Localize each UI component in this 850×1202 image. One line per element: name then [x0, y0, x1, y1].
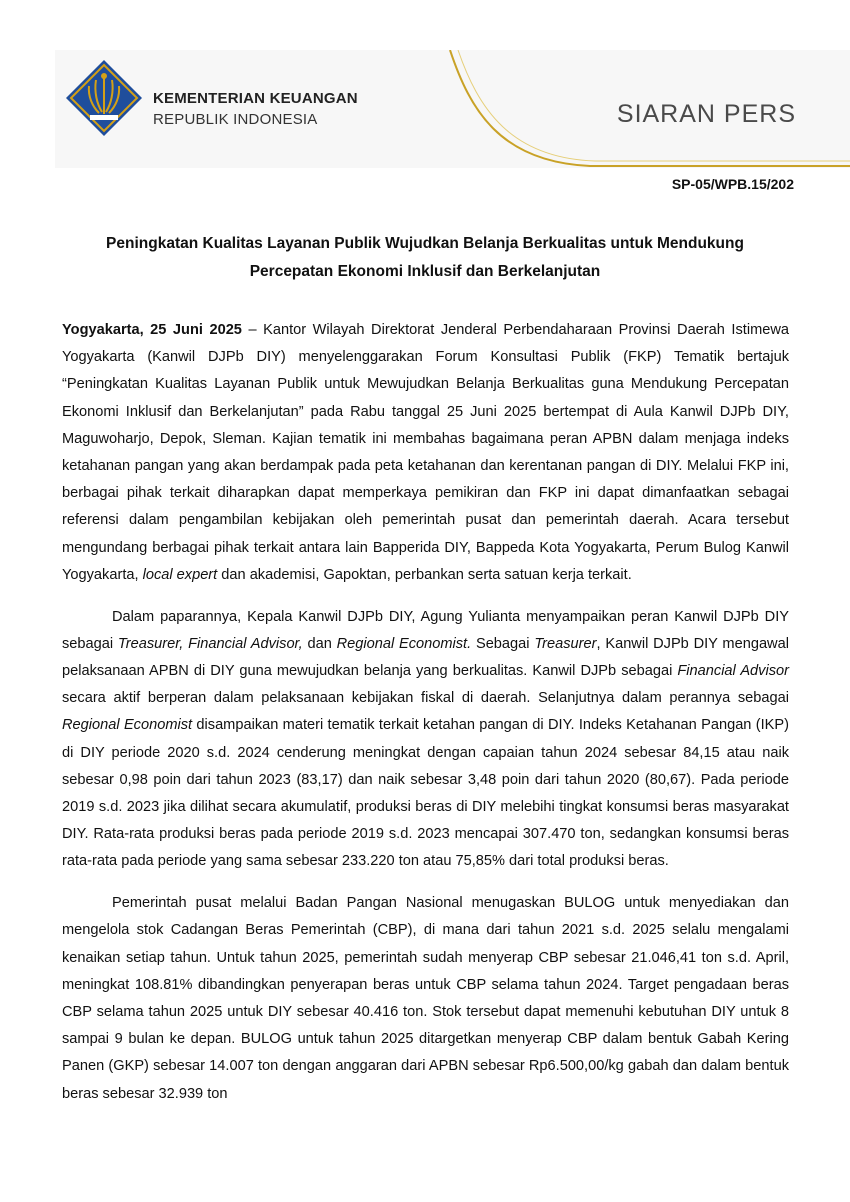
paragraph-1-text-end: dan akademisi, Gapoktan, perbankan serta satuan kerja terkait.: [217, 566, 632, 583]
paragraph-3: Pemerintah pusat melalui Badan Pangan Nasional menugaskan BULOG untuk menyediakan dan mengelola stok Cadangan Beras Pemerintah (CBP), di mana dari tahun 2021 s.d. 2025 selalu mengalami kenaikan setiap tahun. Untuk tahun 2025, pemerintah sudah menyerap CBP sebesar 21.046,41 ton s.d. April, meningkat 108.81% dibandingkan penyerapan beras untuk CBP selama tahun 2024. Target pengadaan beras CBP selama tahun 2025 untuk DIY sebesar 40.416 ton. Stok tersebut dapat memenuhi kebutuhan DIY untuk 8 sampai 9 bulan ke depan. BULOG untuk tahun 2025 ditargetkan menyerap CBP dalam bentuk Gabah Kering Panen (GKP) sebesar 14.007 ton dengan anggaran dari APBN sebesar Rp6.500,00/kg gabah dan dalam bentuk beras sebesar 32.939 ton: [62, 895, 789, 1102]
p2-text: disampaikan materi tematik terkait ketahan pangan di DIY. Indeks Ketahanan Pangan (IKP) di DIY periode 2020 s.d. 2024 cenderung meningkat dengan capaian tahun 2024 sebesar 84,15 atau naik sebesar 0,98 poin dari tahun 2023 (83,17) dan naik sebesar 3,48 poin dari tahun 2020 (80,67). Pada periode 2019 s.d. 2023 jika dilihat secara akumulatif, produksi beras di DIY melebihi tingkat konsumsi beras masyarakat DIY. Rata-rata produksi beras pada periode 2019 s.d. 2023 mencapai 307.470 ton, sedangkan konsumsi beras rata-rata pada periode yang sama sebesar 233.220 ton atau 75,85% dari total produksi beras.: [62, 717, 790, 870]
paragraph-1-text: – Kantor Wilayah Direktorat Jenderal Perbendaharaan Provinsi Daerah Istimewa Yogyakarta (Kanwil DJPb DIY) menyelenggarakan Forum Konsultasi Publik (FKP) Tematik bertajuk “Peningkatan Kualitas Layanan Publik untuk Mewujudkan Belanja Berkualitas guna Mendukung Percepatan Ekonomi Inklusif dan Berkelanjutan” pada Rabu tanggal 25 Juni 2025 bertempat di Aula Kanwil DJPb DIY, Maguwoharjo, Depok, Sleman. Kajian tematik ini membahas bagaimana peran APBN dalam menjaga indeks ketahanan pangan yang akan berdampak pada peta ketahanan dan kerentanan pangan di DIY. Melalui FKP ini, berbagai pihak terkait diharapkan dapat memperkaya pemikiran dan FKP ini dapat dimanfaatkan sebagai referensi dalam pengambilan kebijakan oleh pemerintah pusat dan pemerintah daerah. Acara tersebut mengundang berbagai pihak terkait antara lain Bapperida DIY, Bappeda Kota Yogyakarta, Perum Bulog Kanwil Yogyakarta,: [62, 322, 789, 583]
paragraph-1-italic: local expert: [142, 566, 218, 583]
dateline: Yogyakarta, 25 Juni 2025: [62, 322, 242, 338]
doc-type-label: SIARAN PERS: [616, 100, 796, 128]
p2-text: secara aktif berperan dalam pelaksanaan kebijakan fiskal di daerah. Selanjutnya dalam perannya sebagai: [62, 690, 789, 707]
p2-italic: Regional Economist.: [336, 635, 472, 652]
title-line2: Percepatan Ekonomi Inklusif dan Berkelanjutan: [249, 263, 601, 280]
kemenkeu-logo-icon: [64, 58, 144, 138]
document-number: SP-05/WPB.15/202: [671, 176, 794, 192]
press-release-title: [62, 230, 788, 286]
paragraph-1: [62, 317, 789, 589]
ministry-name: [153, 88, 358, 130]
p2-italic: Regional Economist: [62, 717, 193, 734]
ministry-line1: KEMENTERIAN KEUANGAN: [153, 90, 358, 107]
paragraph-2: [62, 604, 789, 876]
p2-text: Sebagai: [471, 635, 535, 652]
p2-text: Dalam paparannya, Kepala Kanwil DJPb DIY, Agung Yulianta menyampaikan peran Kanwil DJPb DIY sebagai: [62, 608, 789, 652]
p2-italic: Financial Advisor: [677, 663, 789, 680]
ministry-line2: REPUBLIK INDONESIA: [153, 111, 318, 128]
p2-text: dan: [302, 635, 337, 652]
p2-text: , Kanwil DJPb DIY mengawal pelaksanaan APBN di DIY guna mewujudkan belanja yang berkualitas. Kanwil DJPb sebagai: [62, 635, 789, 680]
p2-italic: Treasurer, Financial Advisor,: [117, 635, 303, 652]
article-body: [62, 317, 789, 1122]
p2-italic: Treasurer: [534, 635, 597, 652]
title-line1: Peningkatan Kualitas Layanan Publik Wujudkan Belanja Berkualitas untuk Mendukung: [106, 235, 744, 252]
